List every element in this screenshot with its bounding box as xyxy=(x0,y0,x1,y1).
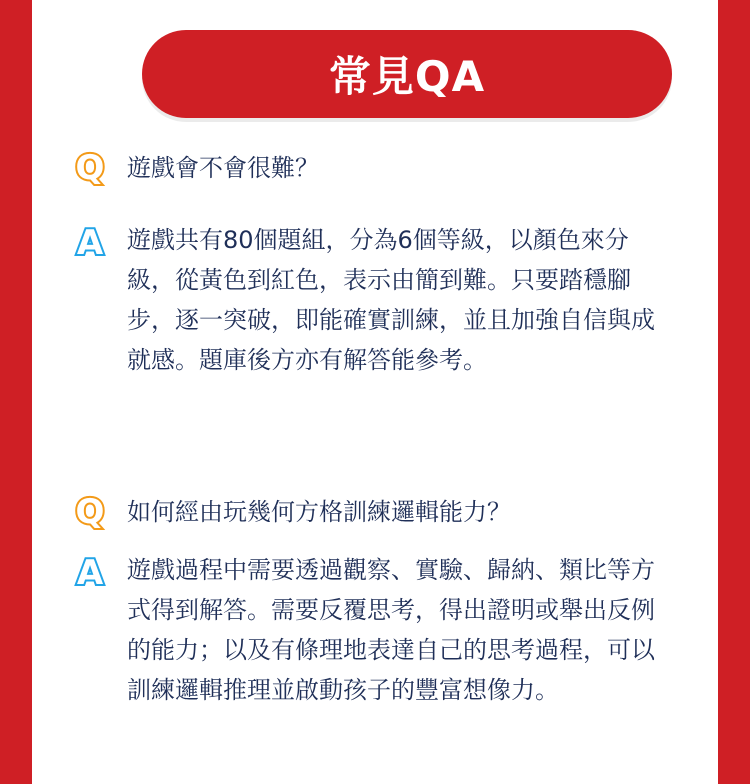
q-badge-icon xyxy=(67,146,113,192)
section-title-pill xyxy=(142,30,672,118)
content-panel xyxy=(32,0,718,784)
answer-text-2: 遊戲過程中需要透過觀察、實驗、歸納、類比等方式得到解答。需要反覆思考，得出證明或舉出反例的能力；以及有條理地表達自己的思考過程，可以訓練邏輯推理並啟動孩子的豐富想像力。 xyxy=(127,556,655,704)
left-red-band xyxy=(0,0,32,784)
q-badge-letter: Q xyxy=(75,148,105,188)
answer-text-1: 遊戲共有80個題組，分為6個等級，以顏色來分級，從黃色到紅色，表示由簡到難。只要踏穩腳步，逐一突破，即能確實訓練，並且加強自信與成就感。題庫後方亦有解答能參考。 xyxy=(127,226,655,374)
question-row-1 xyxy=(67,146,660,192)
question-text-2: 如何經由玩幾何方格訓練邏輯能力？ xyxy=(127,498,511,526)
a-badge-letter: A xyxy=(76,223,104,263)
question-badge-2 xyxy=(67,490,113,536)
answer-badge-1 xyxy=(67,220,113,266)
section-title: 常見QA xyxy=(328,52,486,101)
a-badge-icon xyxy=(67,220,113,266)
q-badge-icon xyxy=(67,490,113,536)
answer-row-2 xyxy=(67,550,660,710)
question-text-1: 遊戲會不會很難？ xyxy=(127,154,319,182)
a-badge-letter: A xyxy=(76,553,104,593)
right-red-band xyxy=(718,0,750,784)
question-row-2 xyxy=(67,490,660,536)
a-badge-icon xyxy=(67,550,113,596)
question-badge-1 xyxy=(67,146,113,192)
answer-row-1 xyxy=(67,220,660,380)
answer-badge-2 xyxy=(67,550,113,596)
q-badge-letter: Q xyxy=(75,492,105,532)
